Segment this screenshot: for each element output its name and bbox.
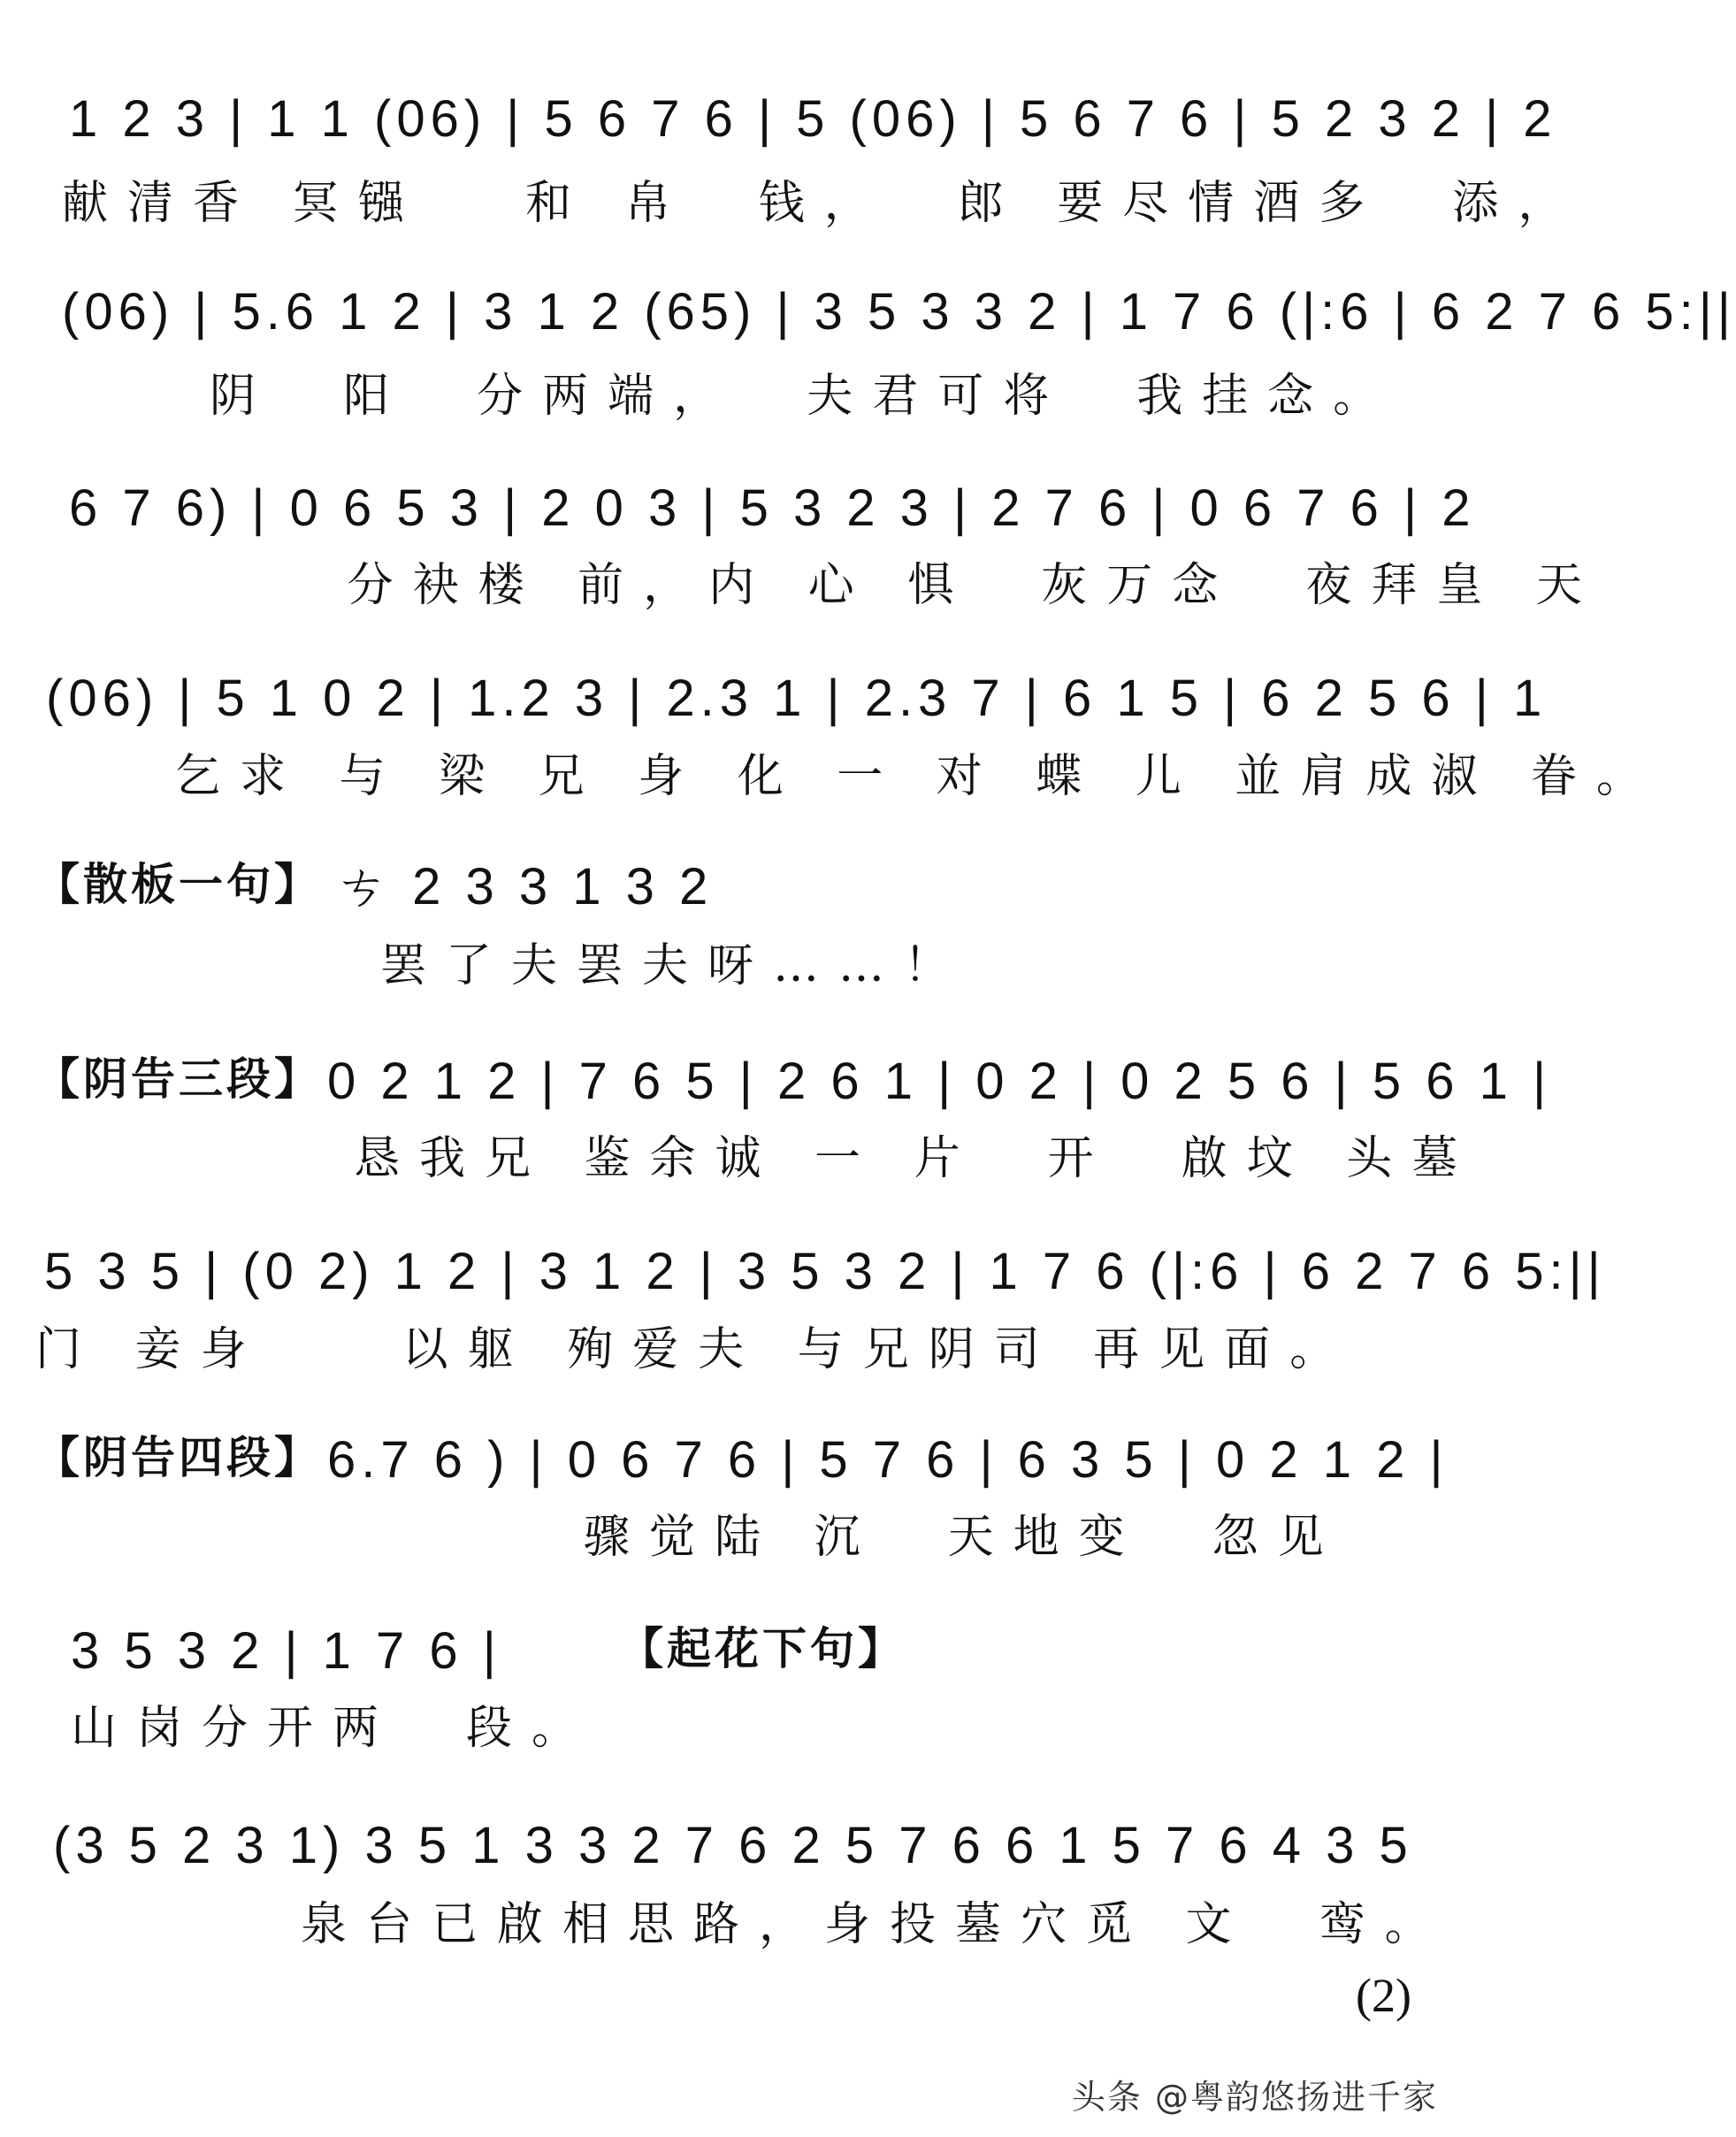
notation-line-9: 3 5 3 2 | 1 7 6 |	[71, 1622, 501, 1680]
watermark: 头条 @粤韵悠扬进千家	[1071, 2078, 1438, 2117]
lyrics-line-5: 罢了夫罢夫呀……！	[380, 939, 970, 992]
section-label-yingao-4: 【阴告四段】	[35, 1431, 322, 1483]
lyrics-line-1: 献清香 冥镪 和 帛 钱， 郎 要尽情酒多 添，	[62, 177, 1584, 230]
notation-line-5: ㄘ 2 3 3 1 3 2	[336, 858, 714, 915]
notation-line-7: 5 3 5 | (0 2) 1 2 | 3 1 2 | 3 5 3 2 | 1 7 6 (|:6 | 6 2 7 6 5:||	[44, 1243, 1606, 1300]
lyrics-line-9: 山岗分开两 段。	[71, 1702, 598, 1755]
notation-line-1: 1 2 3 | 1 1 (06) | 5 6 7 6 | 5 (06) | 5 6 7 6 | 5 2 3 2 | 2	[69, 90, 1557, 148]
notation-line-6: 0 2 1 2 | 7 6 5 | 2 6 1 | 0 2 | 0 2 5 6 | 5 6 1 |	[327, 1053, 1552, 1110]
notation-line-4: (06) | 5 1 0 2 | 1.2 3 | 2.3 1 | 2.3 7 | 6 1 5 | 6 2 5 6 | 1	[46, 670, 1548, 727]
notation-line-3: 6 7 6) | 0 6 5 3 | 2 0 3 | 5 3 2 3 | 2 7 6 | 0 6 7 6 | 2	[69, 479, 1476, 537]
lyrics-line-7: 门 妾身 以躯 殉爱夫 与兄阴司 再见面。	[35, 1323, 1356, 1376]
lyrics-line-6: 恳我兄 鉴余诚 一 片 开 啟坟 头墓	[354, 1132, 1478, 1185]
notation-line-2: (06) | 5.6 1 2 | 3 1 2 (65) | 3 5 3 3 2 | 1 7 6 (|:6 | 6 2 7 6 5:||	[62, 283, 1736, 341]
section-label-qihua: 【起花下句】	[619, 1622, 906, 1674]
section-label-yingao-3: 【阴告三段】	[35, 1053, 322, 1105]
section-label-sanban: 【散板一句】	[35, 858, 322, 910]
lyrics-line-2: 阴 阳 分两端， 夫君可将 我挂念。	[141, 370, 1399, 423]
page-number: (2)	[1356, 1969, 1411, 2022]
notation-line-8: 6.7 6 ) | 0 6 7 6 | 5 7 6 | 6 3 5 | 0 2 1 2 |	[327, 1431, 1449, 1489]
lyrics-line-3: 分袂楼 前，内 心 惧 灰万念 夜拜皇 天	[177, 559, 1602, 612]
lyrics-line-10: 泉台已啟相思路，身投墓穴觅 文 鸾。	[301, 1898, 1450, 1951]
lyrics-line-8: 骤觉陆 沉 天地变 忽见	[584, 1511, 1343, 1564]
notation-line-10: (3 5 2 3 1) 3 5 1 3 3 2 7 6 2 5 7 6 6 1 5 7 6 4 3 5	[53, 1817, 1413, 1874]
lyrics-line-4: 乞求 与 梁 兄 身 化 一 对 蝶 儿 並肩成淑 眷。	[106, 750, 1662, 803]
